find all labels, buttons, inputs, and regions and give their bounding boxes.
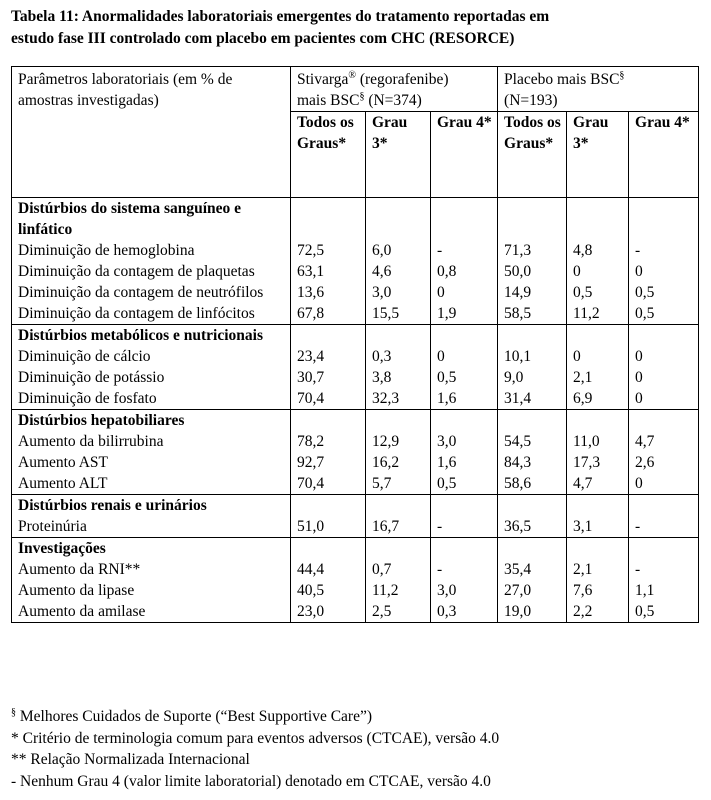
- placebo-name: Placebo mais BSC: [504, 71, 620, 88]
- heading-spacer: [504, 410, 562, 431]
- heading-spacer: [635, 410, 694, 431]
- placebo-grau3-value: 2,1: [573, 369, 593, 386]
- parameter-label: Aumento da lipase: [18, 582, 135, 599]
- stivarga-grau3-value: 6,0: [372, 242, 392, 259]
- footnotes: [11, 706, 701, 792]
- section-heading: Distúrbios metabólicos e nutricionais: [18, 327, 263, 344]
- stivarga-grau3-value: 4,6: [372, 263, 392, 280]
- placebo-grau4-value: -: [635, 518, 641, 535]
- placebo-todos-cell: [498, 410, 567, 495]
- stivarga-grau3-value: 12,9: [372, 433, 400, 450]
- stivarga-todos-value: 70,4: [297, 475, 325, 492]
- placebo-grau4-cell: [629, 198, 699, 325]
- parameter-label: Diminuição da contagem de plaquetas: [18, 263, 255, 280]
- header-row-1: [12, 67, 699, 112]
- heading-spacer: [573, 325, 624, 346]
- stivarga-grau3-cell: [366, 538, 431, 623]
- stivarga-grau4-value: -: [437, 242, 443, 259]
- placebo-todos-cell: [498, 538, 567, 623]
- stivarga-grau4-cell: [431, 410, 498, 495]
- parameter-label: Proteinúria: [18, 518, 87, 535]
- heading-spacer: [372, 198, 426, 240]
- placebo-grau4-value: 0,5: [635, 284, 655, 301]
- stivarga-todos-cell: [291, 325, 366, 410]
- stivarga-todos-value: 23,4: [297, 348, 325, 365]
- placebo-header-cell: [498, 67, 699, 112]
- placebo-grau4-value: 0: [635, 348, 643, 365]
- stivarga-grau3-cell: [366, 410, 431, 495]
- stivarga-todos-value: 78,2: [297, 433, 325, 450]
- registered-mark: ®: [348, 69, 356, 81]
- placebo-grau4-value: 0,5: [635, 305, 655, 322]
- heading-spacer: [297, 325, 361, 346]
- heading-spacer: [573, 410, 624, 431]
- section-heading: Distúrbios hepatobiliares: [18, 412, 185, 429]
- stivarga-todos-value: 13,6: [297, 284, 325, 301]
- parameter-label: Diminuição da contagem de linfócitos: [18, 305, 255, 322]
- stivarga-grau4-value: 0,5: [437, 369, 457, 386]
- stivarga-grau4-value: -: [437, 561, 443, 578]
- placebo-todos-value: 36,5: [504, 518, 532, 535]
- stivarga-name: Stivarga: [297, 71, 349, 88]
- stivarga-grau3-value: 0,3: [372, 348, 392, 365]
- section-label-cell: [12, 410, 291, 495]
- placebo-grau3-value: 0: [573, 263, 581, 280]
- placebo-todos-cell: [498, 198, 567, 325]
- placebo-grau4-value: 2,6: [635, 454, 655, 471]
- heading-spacer: [573, 198, 624, 240]
- parameter-label: Aumento ALT: [18, 475, 108, 492]
- section-heading: Distúrbios do sistema sanguíneo e linfático: [18, 200, 242, 238]
- parameter-label: Diminuição de potássio: [18, 369, 165, 386]
- footnote-ctcae: * Critério de terminologia comum para eventos adversos (CTCAE), versão 4.0: [11, 729, 500, 747]
- param-header-cell: [12, 67, 291, 198]
- placebo-grau3-value: 3,1: [573, 518, 593, 535]
- placebo-grau4-value: 4,7: [635, 433, 655, 450]
- placebo-grau4-header: Grau 4*: [629, 112, 699, 198]
- stivarga-grau3-header: Grau 3*: [366, 112, 431, 198]
- placebo-grau3-value: 2,2: [573, 603, 593, 620]
- heading-spacer: [504, 198, 562, 240]
- lab-abnormalities-table: [11, 66, 699, 623]
- stivarga-grau4-value: 0,3: [437, 603, 457, 620]
- stivarga-grau3-value: 16,2: [372, 454, 400, 471]
- placebo-grau3-value: 2,1: [573, 561, 593, 578]
- param-header-label: Parâmetros laboratoriais (em % de amostras investigadas): [18, 71, 233, 109]
- section-row: [12, 325, 699, 410]
- stivarga-bsc: mais BSC: [297, 92, 360, 109]
- footnote-grade4: - Nenhum Grau 4 (valor limite laboratorial) denotado em CTCAE, versão 4.0: [11, 772, 491, 790]
- stivarga-grau4-value: 1,9: [437, 305, 457, 322]
- heading-spacer: [437, 538, 493, 559]
- stivarga-todos-cell: [291, 538, 366, 623]
- placebo-todos-value: 58,5: [504, 305, 532, 322]
- parameter-label: Diminuição de hemoglobina: [18, 242, 195, 259]
- placebo-grau4-cell: [629, 538, 699, 623]
- placebo-grau3-value: 11,0: [573, 433, 600, 450]
- heading-spacer: [372, 325, 426, 346]
- caption-line-1: Tabela 11: Anormalidades laboratoriais emergentes do tratamento reportadas em: [11, 8, 550, 25]
- heading-spacer: [437, 495, 493, 516]
- stivarga-todos-cell: [291, 495, 366, 538]
- placebo-grau3-cell: [567, 325, 629, 410]
- section-row: [12, 410, 699, 495]
- parameter-label: Aumento da bilirrubina: [18, 433, 164, 450]
- placebo-grau3-header: Grau 3*: [567, 112, 629, 198]
- parameter-label: Aumento AST: [18, 454, 108, 471]
- stivarga-grau4-cell: [431, 325, 498, 410]
- placebo-grau3-value: 17,3: [573, 454, 601, 471]
- stivarga-todos-cell: [291, 198, 366, 325]
- placebo-grau3-value: 6,9: [573, 390, 593, 407]
- placebo-grau3-cell: [567, 495, 629, 538]
- placebo-grau4-cell: [629, 495, 699, 538]
- placebo-todos-value: 50,0: [504, 263, 532, 280]
- stivarga-generic: (regorafenibe): [355, 71, 449, 88]
- stivarga-grau3-value: 11,2: [372, 582, 399, 599]
- section-heading: Investigações: [18, 540, 106, 557]
- stivarga-grau4-value: 3,0: [437, 433, 457, 450]
- placebo-todos-value: 84,3: [504, 454, 532, 471]
- stivarga-grau3-value: 3,8: [372, 369, 392, 386]
- stivarga-grau4-value: -: [437, 518, 443, 535]
- stivarga-todos-value: 40,5: [297, 582, 325, 599]
- placebo-grau3-value: 4,8: [573, 242, 593, 259]
- stivarga-grau4-cell: [431, 538, 498, 623]
- placebo-grau3-cell: [567, 538, 629, 623]
- heading-spacer: [504, 325, 562, 346]
- placebo-n: (N=193): [504, 92, 558, 109]
- stivarga-grau4-value: 0,5: [437, 475, 457, 492]
- section-label-cell: [12, 325, 291, 410]
- footnote-rni: ** Relação Normalizada Internacional: [11, 751, 250, 768]
- parameter-label: Diminuição de cálcio: [18, 348, 151, 365]
- heading-spacer: [504, 495, 562, 516]
- placebo-grau4-value: 0: [635, 390, 643, 407]
- heading-spacer: [297, 410, 361, 431]
- stivarga-grau3-cell: [366, 325, 431, 410]
- footnote-bsc-text: Melhores Cuidados de Suporte (“Best Supportive Care”): [16, 708, 372, 725]
- placebo-grau4-value: 0: [635, 263, 643, 280]
- heading-spacer: [372, 538, 426, 559]
- stivarga-grau3-value: 3,0: [372, 284, 392, 301]
- heading-spacer: [635, 198, 694, 240]
- heading-spacer: [437, 410, 493, 431]
- placebo-todos-value: 19,0: [504, 603, 532, 620]
- section-row: [12, 495, 699, 538]
- placebo-grau3-value: 11,2: [573, 305, 600, 322]
- stivarga-grau3-value: 2,5: [372, 603, 392, 620]
- parameter-label: Diminuição de fosfato: [18, 390, 157, 407]
- placebo-grau4-value: 0: [635, 475, 643, 492]
- heading-spacer: [297, 495, 361, 516]
- placebo-grau4-cell: [629, 325, 699, 410]
- placebo-todos-value: 58,6: [504, 475, 532, 492]
- caption-line-2: estudo fase III controlado com placebo em pacientes com CHC (RESORCE): [11, 30, 515, 47]
- stivarga-todos-header: Todos os Graus*: [291, 112, 366, 198]
- stivarga-grau4-value: 0,8: [437, 263, 457, 280]
- stivarga-grau3-value: 16,7: [372, 518, 400, 535]
- placebo-grau3-value: 0,5: [573, 284, 593, 301]
- stivarga-todos-value: 63,1: [297, 263, 325, 280]
- placebo-todos-value: 10,1: [504, 348, 532, 365]
- placebo-section-mark: §: [619, 69, 625, 81]
- section-label-cell: [12, 538, 291, 623]
- heading-spacer: [437, 198, 493, 240]
- placebo-todos-value: 71,3: [504, 242, 532, 259]
- heading-spacer: [635, 495, 694, 516]
- stivarga-todos-value: 70,4: [297, 390, 325, 407]
- stivarga-grau4-value: 1,6: [437, 454, 457, 471]
- stivarga-grau3-value: 0,7: [372, 561, 392, 578]
- parameter-label: Diminuição da contagem de neutrófilos: [18, 284, 264, 301]
- parameter-label: Aumento da RNI**: [18, 561, 141, 578]
- stivarga-n: (N=374): [364, 92, 422, 109]
- stivarga-grau4-cell: [431, 198, 498, 325]
- stivarga-grau3-cell: [366, 198, 431, 325]
- heading-spacer: [297, 538, 361, 559]
- table-caption: [11, 6, 701, 50]
- placebo-grau4-value: 0: [635, 369, 643, 386]
- stivarga-grau4-value: 0: [437, 348, 445, 365]
- stivarga-grau4-cell: [431, 495, 498, 538]
- placebo-grau4-value: -: [635, 242, 641, 259]
- heading-spacer: [504, 538, 562, 559]
- stivarga-todos-value: 44,4: [297, 561, 325, 578]
- placebo-grau4-cell: [629, 410, 699, 495]
- placebo-grau3-value: 7,6: [573, 582, 593, 599]
- stivarga-todos-value: 72,5: [297, 242, 325, 259]
- placebo-todos-value: 27,0: [504, 582, 532, 599]
- stivarga-grau4-header: Grau 4*: [431, 112, 498, 198]
- section-heading: Distúrbios renais e urinários: [18, 497, 207, 514]
- stivarga-grau4-value: 0: [437, 284, 445, 301]
- stivarga-header-cell: [291, 67, 498, 112]
- placebo-todos-cell: [498, 325, 567, 410]
- placebo-grau4-value: 0,5: [635, 603, 655, 620]
- stivarga-todos-cell: [291, 410, 366, 495]
- stivarga-section-mark: §: [359, 90, 365, 102]
- stivarga-grau3-value: 32,3: [372, 390, 400, 407]
- stivarga-todos-value: 51,0: [297, 518, 325, 535]
- stivarga-todos-value: 23,0: [297, 603, 325, 620]
- placebo-grau4-value: 1,1: [635, 582, 655, 599]
- stivarga-todos-value: 92,7: [297, 454, 325, 471]
- placebo-todos-value: 54,5: [504, 433, 532, 450]
- placebo-grau3-cell: [567, 410, 629, 495]
- heading-spacer: [297, 198, 361, 240]
- heading-spacer: [437, 325, 493, 346]
- placebo-todos-value: 9,0: [504, 369, 524, 386]
- stivarga-grau4-value: 1,6: [437, 390, 457, 407]
- section-row: [12, 538, 699, 623]
- section-row: [12, 198, 699, 325]
- placebo-grau4-value: -: [635, 561, 641, 578]
- placebo-todos-header: Todos os Graus*: [498, 112, 567, 198]
- heading-spacer: [372, 495, 426, 516]
- section-label-cell: [12, 495, 291, 538]
- stivarga-grau3-value: 5,7: [372, 475, 392, 492]
- heading-spacer: [635, 325, 694, 346]
- section-label-cell: [12, 198, 291, 325]
- placebo-todos-value: 14,9: [504, 284, 532, 301]
- placebo-todos-value: 31,4: [504, 390, 532, 407]
- heading-spacer: [372, 410, 426, 431]
- heading-spacer: [573, 495, 624, 516]
- placebo-todos-value: 35,4: [504, 561, 532, 578]
- stivarga-grau4-value: 3,0: [437, 582, 457, 599]
- stivarga-todos-value: 67,8: [297, 305, 325, 322]
- placebo-grau3-value: 0: [573, 348, 581, 365]
- stivarga-grau3-value: 15,5: [372, 305, 400, 322]
- footnote-section-mark: §: [11, 706, 16, 718]
- placebo-todos-cell: [498, 495, 567, 538]
- stivarga-todos-value: 30,7: [297, 369, 325, 386]
- stivarga-grau3-cell: [366, 495, 431, 538]
- footnote-bsc: [11, 706, 701, 728]
- heading-spacer: [573, 538, 624, 559]
- heading-spacer: [635, 538, 694, 559]
- placebo-grau3-cell: [567, 198, 629, 325]
- placebo-grau3-value: 4,7: [573, 475, 593, 492]
- parameter-label: Aumento da amilase: [18, 603, 146, 620]
